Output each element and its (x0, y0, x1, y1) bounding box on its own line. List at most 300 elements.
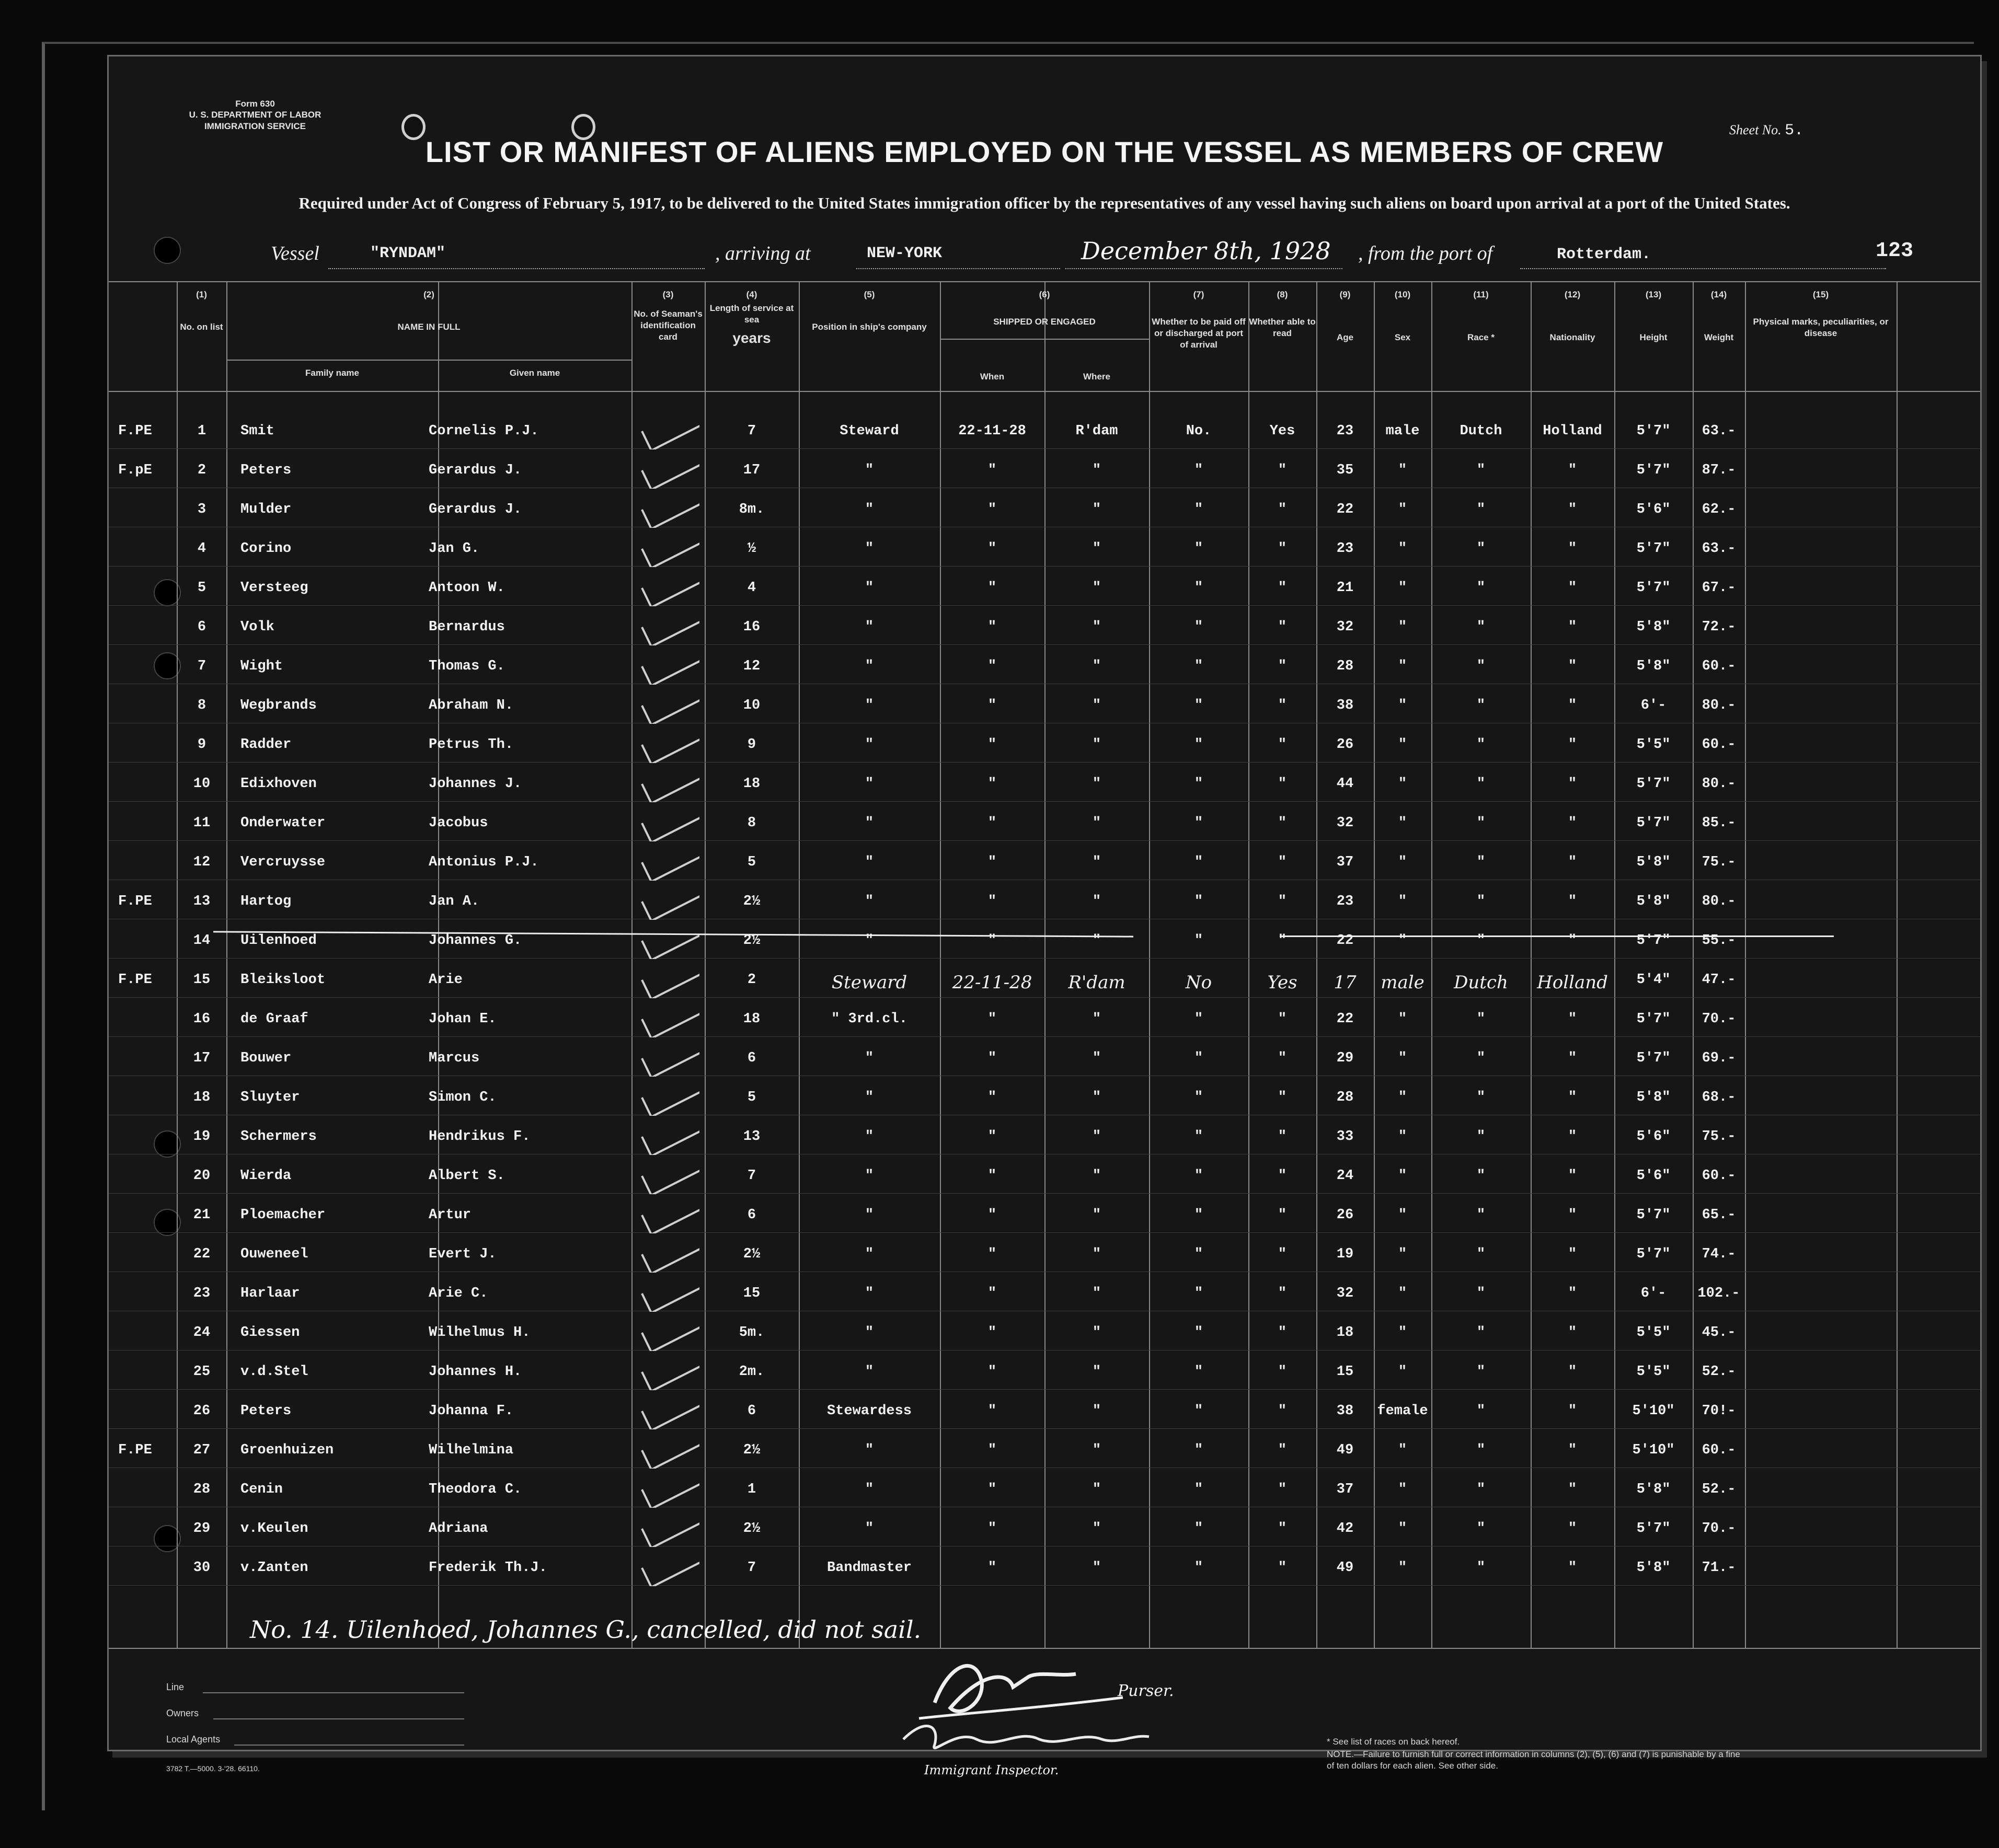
cell-service: 2 (747, 972, 756, 988)
cell-paid: " (1194, 619, 1203, 635)
cell-no: 1 (197, 423, 206, 439)
cell-age: 32 (1336, 1286, 1354, 1301)
cell-sex: " (1398, 1246, 1407, 1262)
cell-family: Hartog (240, 894, 292, 909)
cell-service: 16 (743, 619, 761, 635)
cell-weight: 55.- (1702, 933, 1736, 949)
cell-nat: " (1568, 463, 1577, 478)
cell-sex: " (1398, 1011, 1407, 1027)
col-6a-header: When (980, 372, 1005, 382)
cell-nat: " (1568, 1364, 1577, 1380)
cell-service: 1 (747, 1482, 756, 1497)
cell-position: " (865, 1050, 874, 1066)
cell-paid: " (1194, 1364, 1203, 1380)
cell-paid: " (1194, 854, 1203, 870)
cell-paid: " (1194, 1011, 1203, 1027)
cell-height: 5'6" (1636, 502, 1671, 517)
cell-service: 5 (747, 1090, 756, 1105)
cell-no: 10 (193, 776, 211, 792)
cell-family: Peters (240, 463, 292, 478)
cell-paid: " (1194, 1286, 1203, 1301)
cell-when: " (987, 619, 997, 635)
cell-when: " (987, 1168, 997, 1184)
cell-weight: 80.- (1702, 698, 1736, 713)
cell-when: " (987, 854, 997, 870)
cell-mark: F.PE (118, 1442, 152, 1458)
col-12-header (1531, 289, 1614, 343)
cell-no: 14 (193, 933, 211, 949)
cell-nat: " (1568, 1090, 1577, 1105)
cell-given: Petrus Th. (429, 737, 514, 753)
col-8-number: (8) (1277, 290, 1288, 299)
cell-position: " (865, 1207, 874, 1223)
cell-sex: male (1385, 423, 1420, 439)
cell-no: 7 (197, 659, 206, 674)
cell-read: " (1278, 1403, 1287, 1419)
cell-no: 18 (193, 1090, 211, 1105)
col-15-header (1745, 289, 1897, 339)
cell-age: 22 (1336, 502, 1354, 517)
col-12-number: (12) (1564, 290, 1581, 299)
cell-paid: " (1194, 541, 1203, 557)
checkmark-icon (637, 536, 699, 567)
cell-sex: " (1398, 698, 1407, 713)
cell-when: " (987, 1129, 997, 1145)
checkmark-icon (637, 1320, 699, 1351)
cell-given: Adriana (429, 1521, 488, 1537)
cell-service: 9 (747, 737, 756, 753)
cell-race: " (1476, 894, 1486, 909)
checkmark-icon (637, 928, 699, 959)
cell-sex: " (1398, 737, 1407, 753)
cell-given: Antoon W. (429, 580, 505, 596)
cell-read: " (1278, 1364, 1287, 1380)
cell-nat: " (1568, 1482, 1577, 1497)
cell-position: " (865, 1442, 874, 1458)
cell-read: " (1278, 815, 1287, 831)
cell-height: 5'8" (1636, 894, 1671, 909)
cell-weight: 60.- (1702, 1168, 1736, 1184)
cell-read: " (1278, 1442, 1287, 1458)
checkmark-icon (637, 1516, 699, 1547)
cell-height: 5'7" (1636, 815, 1671, 831)
checkmark-icon (637, 1084, 699, 1116)
cell-race: " (1476, 541, 1486, 557)
cell-family: Peters (240, 1403, 292, 1419)
cell-paid: " (1194, 1442, 1203, 1458)
cell-no: 22 (193, 1246, 211, 1262)
cell-where: " (1092, 1442, 1101, 1458)
cell-service: 2½ (743, 933, 761, 949)
col-3-title: No. of Seaman's identification card (634, 309, 703, 342)
cell-no: 11 (193, 815, 211, 831)
cell-weight: 52.- (1702, 1364, 1736, 1380)
cell-service: 5 (747, 854, 756, 870)
col-6b-header: Where (1083, 372, 1110, 382)
cell-weight: 87.- (1702, 463, 1736, 478)
cell-race: " (1476, 1168, 1486, 1184)
cell-read: " (1278, 1286, 1287, 1301)
col-6-title: SHIPPED OR ENGAGED (993, 317, 1096, 327)
cell-read: " (1278, 1482, 1287, 1497)
cell-paid: " (1194, 1207, 1203, 1223)
cell-family: v.Zanten (240, 1560, 308, 1576)
cell-when: " (987, 1207, 997, 1223)
cell-sex: " (1398, 776, 1407, 792)
cell-no: 21 (193, 1207, 211, 1223)
cell-age: 26 (1336, 1207, 1354, 1223)
page-number: 123 (1876, 239, 1914, 263)
checkmark-icon (637, 1359, 699, 1390)
arriving-label: , arriving at (715, 242, 811, 264)
cell-when: 22-11-28 (952, 972, 1032, 993)
cell-nat: " (1568, 541, 1577, 557)
purser-label: Purser. (1118, 1682, 1174, 1700)
cell-where: R'dam (1068, 972, 1125, 993)
cell-nat: " (1568, 933, 1577, 949)
col-4-unit: years (732, 330, 771, 346)
cell-where: " (1092, 1286, 1101, 1301)
cell-weight: 65.- (1702, 1207, 1736, 1223)
cell-given: Wilhelmina (429, 1442, 514, 1458)
cell-nat: " (1568, 1129, 1577, 1145)
cell-nat: " (1568, 776, 1577, 792)
cell-nat: " (1568, 659, 1577, 674)
cell-position: " 3rd.cl. (831, 1011, 907, 1027)
cell-no: 16 (193, 1011, 211, 1027)
cell-where: " (1092, 1207, 1101, 1223)
cell-race: " (1476, 854, 1486, 870)
cell-family: Bouwer (240, 1050, 292, 1066)
checkmark-icon (637, 732, 699, 763)
cell-no: 4 (197, 541, 206, 557)
cell-sex: " (1398, 1482, 1407, 1497)
cell-height: 5'5" (1636, 1325, 1671, 1341)
cell-age: 22 (1336, 1011, 1354, 1027)
cell-nat: " (1568, 1325, 1577, 1341)
cell-when: " (987, 776, 997, 792)
cell-sex: " (1398, 1207, 1407, 1223)
cell-sex: " (1398, 502, 1407, 517)
cell-paid: " (1194, 659, 1203, 674)
col-3-number: (3) (662, 290, 674, 299)
cell-paid: " (1194, 1090, 1203, 1105)
cell-where: " (1092, 737, 1101, 753)
cell-sex: " (1398, 854, 1407, 870)
cell-when: " (987, 659, 997, 674)
departure-port: Rotterdam. (1557, 246, 1651, 263)
cell-mark: F.PE (118, 894, 152, 909)
cell-when: " (987, 1521, 997, 1537)
cell-when: " (987, 1442, 997, 1458)
cell-paid: " (1194, 815, 1203, 831)
checkmark-icon (637, 1045, 699, 1077)
cell-service: 10 (743, 698, 761, 713)
cell-height: 5'8" (1636, 1560, 1671, 1576)
cell-family: Cenin (240, 1482, 283, 1497)
cell-race: Dutch (1454, 972, 1508, 993)
cell-paid: " (1194, 1560, 1203, 1576)
arrival-port: NEW-YORK (867, 245, 943, 262)
cell-paid: " (1194, 737, 1203, 753)
cell-age: 44 (1336, 776, 1354, 792)
cell-weight: 75.- (1702, 854, 1736, 870)
cell-paid: " (1194, 776, 1203, 792)
cell-given: Abraham N. (429, 698, 514, 713)
cell-given: Hendrikus F. (429, 1129, 531, 1145)
cell-family: Radder (240, 737, 292, 753)
cell-when: " (987, 1090, 997, 1105)
cell-paid: " (1194, 1050, 1203, 1066)
cell-nat: " (1568, 1442, 1577, 1458)
cell-nat: " (1568, 894, 1577, 909)
cell-height: 5'5" (1636, 737, 1671, 753)
col-5-title: Position in ship's company (812, 322, 927, 332)
cell-service: 7 (747, 1168, 756, 1184)
cell-weight: 68.- (1702, 1090, 1736, 1105)
cell-height: 5'8" (1636, 1482, 1671, 1497)
penalty-note: NOTE.—Failure to furnish full or correct information in columns (2), (5), (6) and (7) is punishable by a fine of ten dollars for each alien. See other side. (1327, 1749, 1740, 1771)
cell-height: 5'5" (1636, 1364, 1671, 1380)
checkmark-icon (637, 1437, 699, 1469)
cell-read: " (1278, 1050, 1287, 1066)
cell-position: " (865, 1168, 874, 1184)
cell-where: " (1092, 659, 1101, 674)
cell-where: " (1092, 1050, 1101, 1066)
cell-position: " (865, 933, 874, 949)
col-15-number: (15) (1812, 290, 1829, 299)
cell-when: " (987, 737, 997, 753)
cell-mark: F.pE (118, 463, 152, 478)
cell-position: " (865, 894, 874, 909)
cell-no: 6 (197, 619, 206, 635)
cell-service: ½ (747, 541, 756, 557)
cell-race: " (1476, 933, 1486, 949)
cell-given: Johanna F. (429, 1403, 514, 1419)
print-code: 3782 T.—5000. 3-'28. 66110. (166, 1764, 260, 1773)
inspector-signature (893, 1708, 1165, 1771)
cell-paid: No (1185, 972, 1212, 993)
cell-family: Ploemacher (240, 1207, 326, 1223)
cell-sex: " (1398, 1050, 1407, 1066)
cell-sex: " (1398, 1129, 1407, 1145)
cell-height: 5'7" (1636, 1246, 1671, 1262)
cell-weight: 52.- (1702, 1482, 1736, 1497)
cell-race: " (1476, 1050, 1486, 1066)
checkmark-icon (637, 888, 699, 920)
cell-height: 6'- (1640, 1286, 1667, 1301)
cell-no: 28 (193, 1482, 211, 1497)
cell-where: " (1092, 1129, 1101, 1145)
cell-age: 26 (1336, 737, 1354, 753)
cell-service: 18 (743, 1011, 761, 1027)
cell-service: 2m. (739, 1364, 765, 1380)
cell-weight: 63.- (1702, 423, 1736, 439)
col-7-header (1149, 289, 1248, 351)
cell-service: 5m. (739, 1325, 765, 1341)
cell-sex: " (1398, 1090, 1407, 1105)
cell-age: 23 (1336, 894, 1354, 909)
cell-position: " (865, 698, 874, 713)
cell-read: " (1278, 1090, 1287, 1105)
cell-mark: F.PE (118, 423, 152, 439)
cell-no: 30 (193, 1560, 211, 1576)
cell-position: Stewardess (826, 1403, 912, 1419)
cell-sex: " (1398, 541, 1407, 557)
cell-position: " (865, 737, 874, 753)
cell-read: " (1278, 1325, 1287, 1341)
cell-position: " (865, 659, 874, 674)
cell-given: Antonius P.J. (429, 854, 539, 870)
cell-race: " (1476, 1325, 1486, 1341)
cell-weight: 70!- (1702, 1403, 1736, 1419)
cell-paid: No. (1186, 423, 1212, 439)
cell-when: " (987, 815, 997, 831)
cell-where: " (1092, 1403, 1101, 1419)
cell-when: " (987, 1246, 997, 1262)
col-7-number: (7) (1193, 290, 1204, 299)
cell-weight: 69.- (1702, 1050, 1736, 1066)
page-title: LIST OR MANIFEST OF ALIENS EMPLOYED ON THE VESSEL AS MEMBERS OF CREW (425, 135, 1664, 168)
cell-weight: 60.- (1702, 659, 1736, 674)
cell-sex: " (1398, 1325, 1407, 1341)
cell-given: Cornelis P.J. (429, 423, 539, 439)
cell-where: " (1092, 933, 1101, 949)
cell-when: " (987, 894, 997, 909)
cell-when: " (987, 1482, 997, 1497)
cell-sex: " (1398, 1364, 1407, 1380)
cell-given: Simon C. (429, 1090, 497, 1105)
cell-race: " (1476, 1286, 1486, 1301)
cell-sex: " (1398, 1442, 1407, 1458)
cell-family: Wegbrands (240, 698, 317, 713)
cell-paid: " (1194, 1521, 1203, 1537)
cell-nat: " (1568, 1560, 1577, 1576)
cell-race: " (1476, 1090, 1486, 1105)
cancellation-note: No. 14. Uilenhoed, Johannes G., cancelled, did not sail. (250, 1615, 922, 1644)
cell-where: " (1092, 463, 1101, 478)
cell-read: " (1278, 776, 1287, 792)
cell-sex: " (1398, 933, 1407, 949)
col-2-title: NAME IN FULL (397, 322, 461, 332)
cell-no: 13 (193, 894, 211, 909)
cell-no: 26 (193, 1403, 211, 1419)
col-14-number: (14) (1710, 290, 1727, 299)
cell-no: 8 (197, 698, 206, 713)
cell-service: 8m. (739, 502, 765, 517)
col-4-header (705, 289, 799, 348)
cell-paid: " (1194, 1168, 1203, 1184)
cell-height: 5'6" (1636, 1168, 1671, 1184)
cell-sex: " (1398, 1521, 1407, 1537)
cell-given: Artur (429, 1207, 472, 1223)
cell-where: " (1092, 1482, 1101, 1497)
cell-given: Jacobus (429, 815, 488, 831)
col-2a-header: Family name (305, 368, 359, 378)
cell-family: Bleiksloot (240, 972, 326, 988)
cell-age: 22 (1336, 933, 1354, 949)
cell-given: Arie C. (429, 1286, 488, 1301)
cell-position: " (865, 1129, 874, 1145)
checkmark-icon (637, 692, 699, 724)
cell-service: 2½ (743, 1521, 761, 1537)
cell-when: " (987, 463, 997, 478)
cell-where: " (1092, 815, 1101, 831)
cell-weight: 74.- (1702, 1246, 1736, 1262)
cell-given: Frederik Th.J. (429, 1560, 547, 1576)
cell-race: " (1476, 1207, 1486, 1223)
cell-paid: " (1194, 502, 1203, 517)
cell-family: Mulder (240, 502, 292, 517)
checkmark-icon (637, 849, 699, 881)
col-4-title: Length of service at sea (709, 303, 794, 325)
cell-nat: " (1568, 1521, 1577, 1537)
cell-nat: " (1568, 737, 1577, 753)
cell-height: 5'8" (1636, 619, 1671, 635)
cell-weight: 63.- (1702, 541, 1736, 557)
col-11-header (1431, 289, 1531, 343)
checkmark-icon (637, 1163, 699, 1194)
cell-height: 5'7" (1636, 463, 1671, 478)
from-label: , from the port of (1358, 242, 1493, 264)
agents-label: Local Agents (166, 1734, 221, 1745)
cell-family: Ouweneel (240, 1246, 308, 1262)
cell-given: Marcus (429, 1050, 480, 1066)
cell-family: Versteeg (240, 580, 308, 596)
cell-service: 15 (743, 1286, 761, 1301)
col-5-header (799, 289, 940, 333)
owners-label: Owners (166, 1708, 199, 1718)
cell-position: " (865, 580, 874, 596)
cell-position: " (865, 1364, 874, 1380)
checkmark-icon (637, 1241, 699, 1273)
cell-race: " (1476, 619, 1486, 635)
cell-read: " (1278, 541, 1287, 557)
cell-service: 4 (747, 580, 756, 596)
cell-service: 6 (747, 1050, 756, 1066)
cell-where: " (1092, 1325, 1101, 1341)
cell-family: Sluyter (240, 1090, 300, 1105)
cell-when: " (987, 580, 997, 596)
cell-when: " (987, 1011, 997, 1027)
cell-where: R'dam (1075, 423, 1118, 439)
checkmark-icon (637, 1398, 699, 1429)
col-6-number: (6) (1039, 290, 1050, 299)
checkmark-icon (637, 1555, 699, 1586)
cell-given: Gerardus J. (429, 502, 522, 517)
cell-when: " (987, 502, 997, 517)
cell-when: " (987, 1560, 997, 1576)
cell-where: " (1092, 1521, 1101, 1537)
cell-nat: " (1568, 854, 1577, 870)
checkmark-icon (637, 496, 699, 528)
cell-where: " (1092, 502, 1101, 517)
cell-no: 17 (193, 1050, 211, 1066)
cell-height: 5'8" (1636, 659, 1671, 674)
cell-sex: " (1398, 619, 1407, 635)
checkmark-icon (637, 771, 699, 802)
cell-where: " (1092, 854, 1101, 870)
cell-nat: Holland (1537, 972, 1608, 993)
cell-family: Smit (240, 423, 274, 439)
cell-given: Johan E. (429, 1011, 497, 1027)
cell-age: 15 (1336, 1364, 1354, 1380)
col-3-header (631, 289, 705, 343)
cell-service: 17 (743, 463, 761, 478)
cell-race: " (1476, 1129, 1486, 1145)
cell-age: 38 (1336, 698, 1354, 713)
cell-age: 17 (1334, 972, 1357, 993)
